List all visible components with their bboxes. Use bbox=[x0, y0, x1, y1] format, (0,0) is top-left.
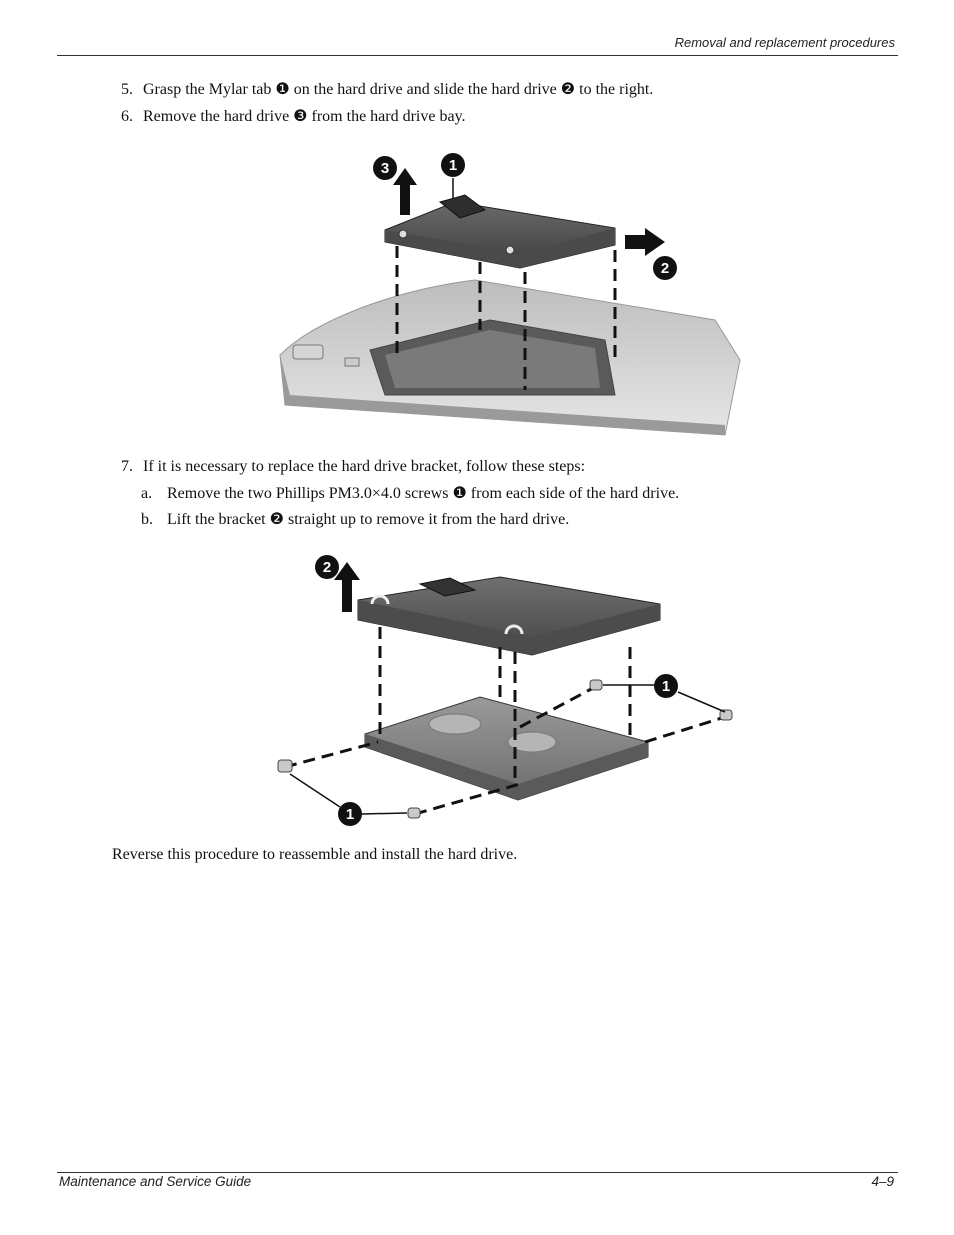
step-number: 7. bbox=[121, 458, 133, 475]
drive-label bbox=[429, 714, 481, 734]
footer-guide-title: Maintenance and Service Guide bbox=[59, 1174, 252, 1189]
screw bbox=[278, 760, 292, 772]
step-text: Remove the two Phillips PM3.0×4.0 screws ❶ from each side of the hard drive. bbox=[167, 485, 680, 502]
figure-hard-drive-removal bbox=[275, 150, 745, 440]
callout-1-left bbox=[290, 774, 407, 826]
callout-1-right bbox=[603, 674, 725, 712]
callout-label: 2 bbox=[660, 260, 670, 277]
screw bbox=[590, 680, 602, 690]
figure-bracket-removal bbox=[270, 552, 740, 832]
step-5 bbox=[121, 80, 653, 100]
step-text: Lift the bracket ❷ straight up to remove it from the hard drive. bbox=[167, 511, 570, 528]
step-7 bbox=[121, 457, 585, 477]
callout-label: 2 bbox=[322, 559, 332, 576]
step-6 bbox=[121, 107, 466, 127]
step-text: Grasp the Mylar tab ❶ on the hard drive and slide the hard drive ❷ to the right. bbox=[143, 81, 654, 98]
screw bbox=[720, 710, 732, 720]
callout-2 bbox=[653, 256, 677, 280]
screw-post bbox=[506, 246, 514, 254]
step-text: If it is necessary to replace the hard drive bracket, follow these steps: bbox=[143, 458, 586, 475]
callout-label: 3 bbox=[380, 160, 390, 177]
callout-label: 1 bbox=[448, 157, 458, 174]
footer-rule bbox=[57, 1172, 898, 1173]
step-number: 5. bbox=[121, 81, 133, 98]
step-7a bbox=[141, 484, 679, 504]
callout-2 bbox=[315, 555, 339, 579]
running-header: Removal and replacement procedures bbox=[674, 35, 895, 50]
closing-instruction: Reverse this procedure to reassemble and install the hard drive. bbox=[112, 846, 518, 863]
header-rule bbox=[57, 55, 898, 56]
screw-post bbox=[399, 230, 407, 238]
step-letter: a. bbox=[141, 485, 153, 502]
lift-arrow-icon bbox=[393, 168, 417, 215]
side-port bbox=[345, 358, 359, 366]
callout-1 bbox=[441, 153, 465, 198]
screw bbox=[408, 808, 420, 818]
callout-3 bbox=[373, 156, 397, 180]
callout-label: 1 bbox=[661, 678, 671, 695]
step-letter: b. bbox=[141, 511, 153, 528]
step-number: 6. bbox=[121, 108, 133, 125]
step-7b bbox=[141, 510, 569, 530]
slide-arrow-icon bbox=[625, 228, 665, 256]
page-number: 4–9 bbox=[871, 1174, 894, 1189]
side-port bbox=[293, 345, 323, 359]
step-text: Remove the hard drive ❸ from the hard drive bay. bbox=[143, 108, 466, 125]
callout-label: 1 bbox=[345, 806, 355, 823]
